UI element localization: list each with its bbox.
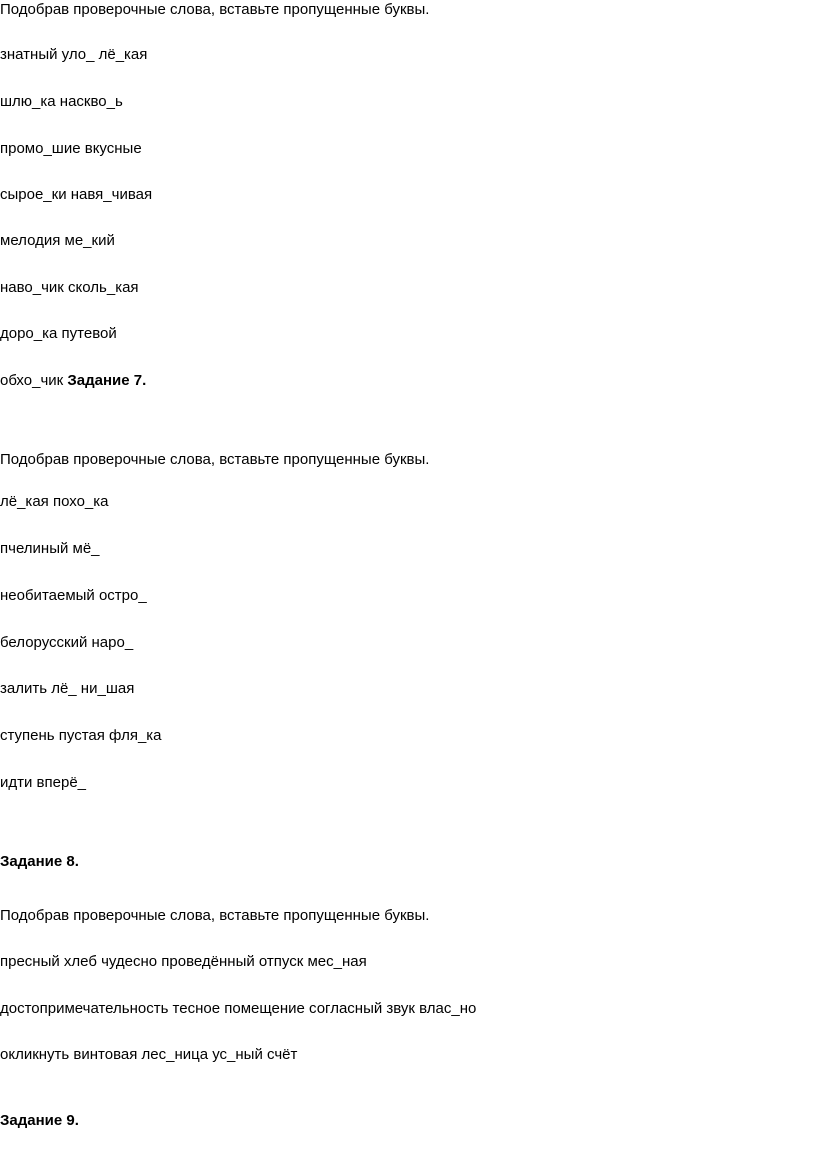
- task-instruction: Подобрав проверочные слова, вставьте пропущенные буквы.: [0, 451, 430, 468]
- exercise-line: окликнуть винтовая лес_ница ус_ный счёт: [0, 1046, 298, 1063]
- exercise-line: знатный уло_ лё_кая: [0, 46, 148, 63]
- exercise-line: наво_чик сколь_кая: [0, 279, 139, 296]
- exercise-line: идти вперё_: [0, 774, 87, 791]
- exercise-line-with-heading: [0, 371, 146, 391]
- exercise-line: мелодия ме_кий: [0, 232, 115, 249]
- task-heading: Задание 9.: [0, 1112, 79, 1129]
- exercise-line: пчелиный мё_: [0, 540, 100, 557]
- exercise-line: пресный хлеб чудесно проведённый отпуск мес_ная: [0, 953, 367, 970]
- task-instruction: Подобрав проверочные слова, вставьте пропущенные буквы.: [0, 907, 430, 924]
- exercise-item: обхо_чик: [0, 372, 64, 389]
- exercise-line: достопримечательность тесное помещение согласный звук влас_но: [0, 1000, 477, 1017]
- exercise-line: лё_кая похо_ка: [0, 493, 109, 510]
- task-instruction: Подобрав проверочные слова, вставьте пропущенные буквы.: [0, 1, 430, 18]
- exercise-line: шлю_ка наскво_ь: [0, 93, 123, 110]
- exercise-line: доро_ка путевой: [0, 325, 117, 342]
- exercise-line: залить лё_ ни_шая: [0, 680, 135, 697]
- exercise-line: белорусский наро_: [0, 634, 134, 651]
- task-heading: Задание 8.: [0, 853, 79, 870]
- exercise-line: промо_шие вкусные: [0, 140, 142, 157]
- exercise-line: необитаемый остро_: [0, 587, 147, 604]
- exercise-line: сырое_ки навя_чивая: [0, 186, 153, 203]
- task-heading: Задание 7.: [67, 372, 147, 389]
- exercise-line: ступень пустая фля_ка: [0, 727, 162, 744]
